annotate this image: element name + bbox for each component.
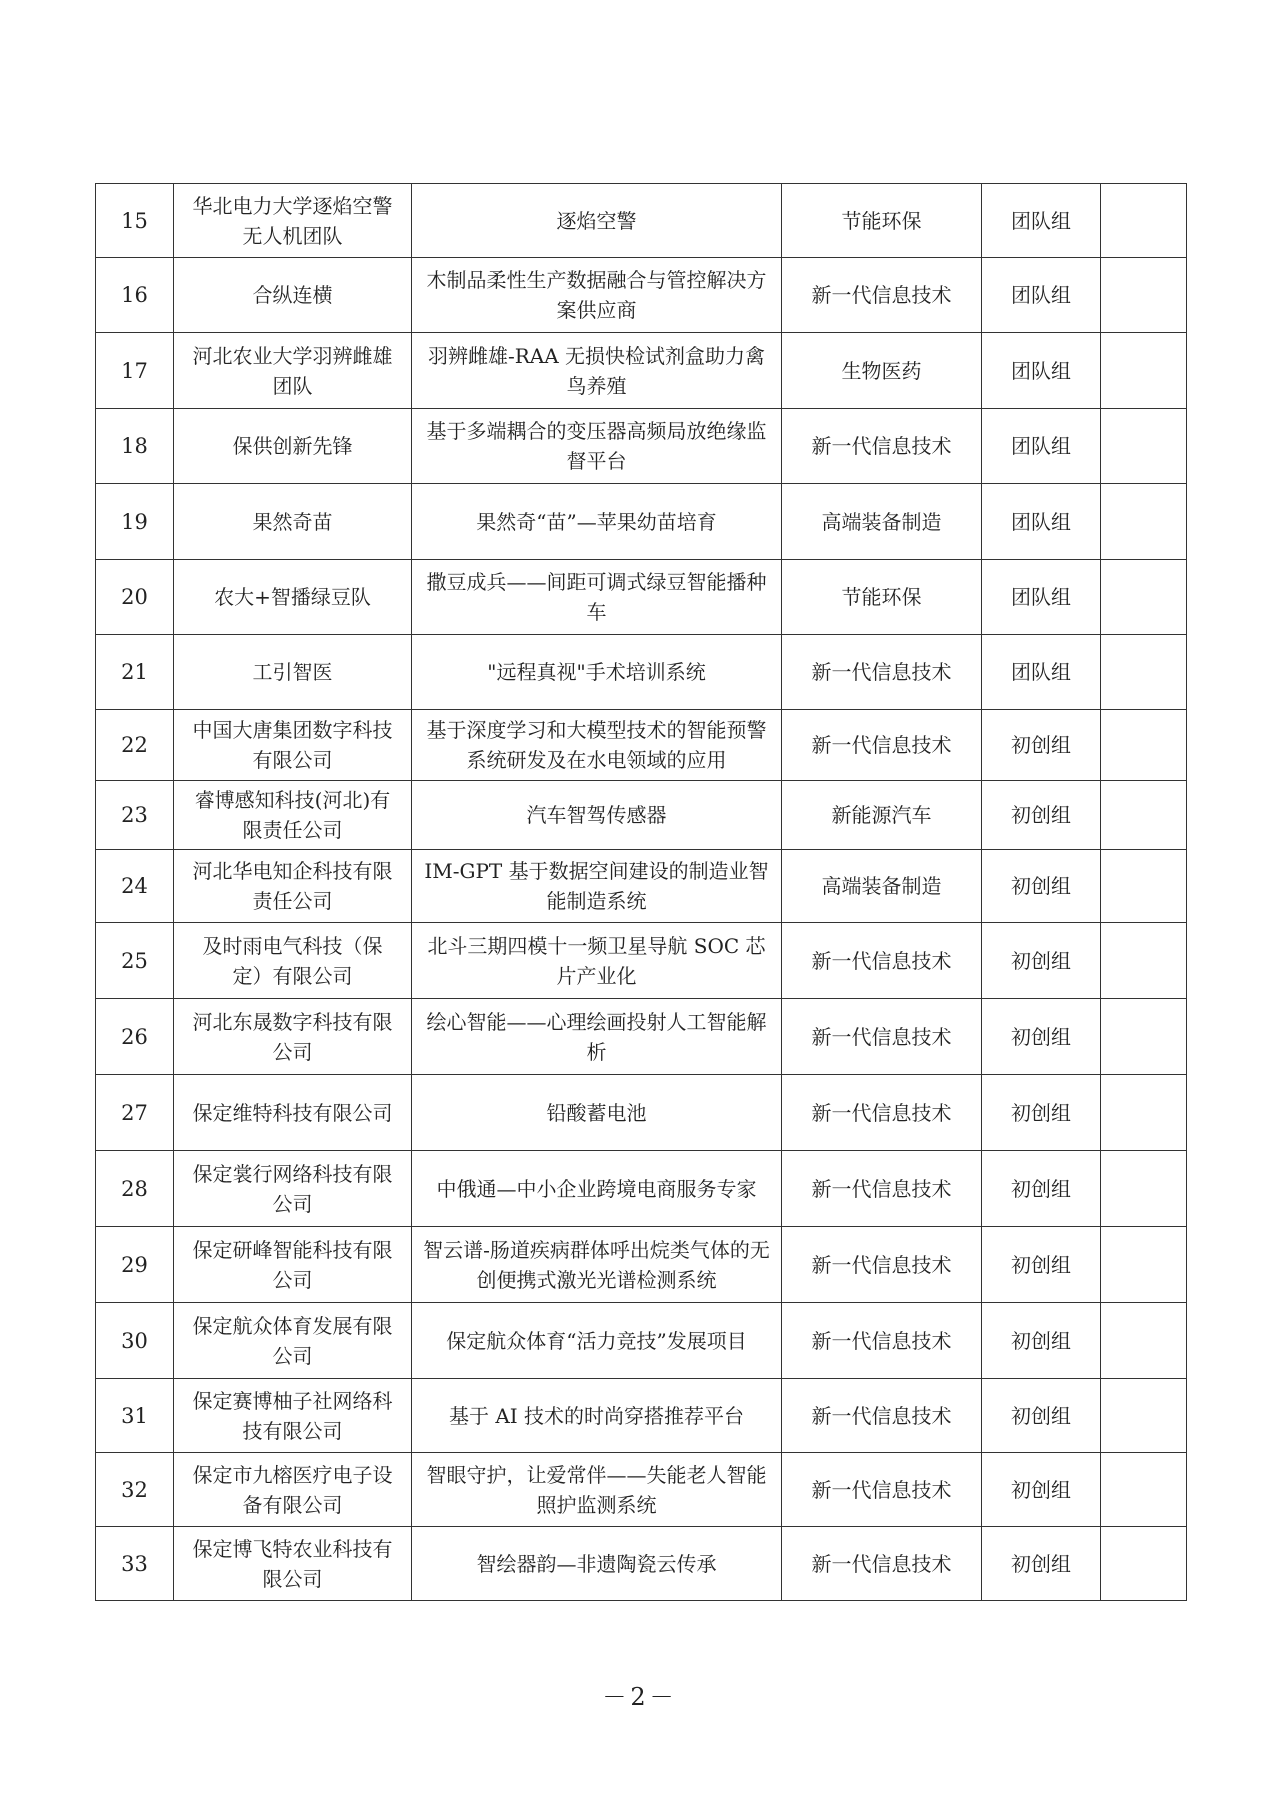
table-row (96, 1227, 1187, 1303)
team-name-cell: 保定赛博柚子社网络科技有限公司 (174, 1379, 412, 1453)
group-type-cell: 初创组 (982, 1075, 1101, 1151)
table-row (96, 850, 1187, 923)
row-number-cell: 23 (96, 781, 174, 850)
table-row (96, 635, 1187, 710)
industry-field-cell: 新一代信息技术 (782, 710, 982, 781)
table-body (96, 184, 1187, 1601)
industry-field-cell: 新一代信息技术 (782, 1227, 982, 1303)
project-name-cell: 铅酸蓄电池 (412, 1075, 782, 1151)
team-name-cell: 睿博感知科技(河北)有限责任公司 (174, 781, 412, 850)
table-row (96, 781, 1187, 850)
table-row (96, 484, 1187, 560)
project-name-cell: 智云谱-肠道疾病群体呼出烷类气体的无创便携式激光光谱检测系统 (412, 1227, 782, 1303)
group-type-cell: 初创组 (982, 710, 1101, 781)
table-row (96, 409, 1187, 484)
team-name-cell: 中国大唐集团数字科技有限公司 (174, 710, 412, 781)
industry-field-cell: 高端装备制造 (782, 484, 982, 560)
row-number-cell: 24 (96, 850, 174, 923)
group-type-cell: 初创组 (982, 1453, 1101, 1527)
group-type-cell: 团队组 (982, 560, 1101, 635)
row-number-cell: 20 (96, 560, 174, 635)
project-name-cell: 绘心智能——心理绘画投射人工智能解析 (412, 999, 782, 1075)
table-row (96, 184, 1187, 258)
group-type-cell: 初创组 (982, 1379, 1101, 1453)
group-type-cell: 初创组 (982, 1151, 1101, 1227)
group-type-cell: 初创组 (982, 850, 1101, 923)
industry-field-cell: 新一代信息技术 (782, 258, 982, 333)
table-row (96, 560, 1187, 635)
project-name-cell: 撒豆成兵——间距可调式绿豆智能播种车 (412, 560, 782, 635)
team-name-cell: 河北东晟数字科技有限公司 (174, 999, 412, 1075)
team-name-cell: 合纵连横 (174, 258, 412, 333)
project-name-cell: 基于深度学习和大模型技术的智能预警系统研发及在水电领域的应用 (412, 710, 782, 781)
remarks-cell (1101, 635, 1187, 710)
remarks-cell (1101, 484, 1187, 560)
remarks-cell (1101, 710, 1187, 781)
remarks-cell (1101, 333, 1187, 409)
team-name-cell: 保定研峰智能科技有限公司 (174, 1227, 412, 1303)
project-name-cell: 汽车智驾传感器 (412, 781, 782, 850)
table-row (96, 333, 1187, 409)
industry-field-cell: 新一代信息技术 (782, 409, 982, 484)
group-type-cell: 团队组 (982, 409, 1101, 484)
project-name-cell: "远程真视"手术培训系统 (412, 635, 782, 710)
remarks-cell (1101, 850, 1187, 923)
industry-field-cell: 新一代信息技术 (782, 923, 982, 999)
row-number-cell: 26 (96, 999, 174, 1075)
remarks-cell (1101, 1527, 1187, 1601)
remarks-cell (1101, 1379, 1187, 1453)
industry-field-cell: 新一代信息技术 (782, 635, 982, 710)
team-name-cell: 河北华电知企科技有限责任公司 (174, 850, 412, 923)
project-name-cell: 智绘器韵—非遗陶瓷云传承 (412, 1527, 782, 1601)
team-name-cell: 保定市九榕医疗电子设备有限公司 (174, 1453, 412, 1527)
group-type-cell: 初创组 (982, 1527, 1101, 1601)
remarks-cell (1101, 560, 1187, 635)
row-number-cell: 21 (96, 635, 174, 710)
industry-field-cell: 高端装备制造 (782, 850, 982, 923)
industry-field-cell: 新一代信息技术 (782, 1379, 982, 1453)
row-number-cell: 15 (96, 184, 174, 258)
row-number-cell: 31 (96, 1379, 174, 1453)
team-name-cell: 保定维特科技有限公司 (174, 1075, 412, 1151)
industry-field-cell: 生物医药 (782, 333, 982, 409)
remarks-cell (1101, 409, 1187, 484)
remarks-cell (1101, 184, 1187, 258)
table-row (96, 1527, 1187, 1601)
group-type-cell: 团队组 (982, 184, 1101, 258)
row-number-cell: 22 (96, 710, 174, 781)
industry-field-cell: 新一代信息技术 (782, 1303, 982, 1379)
remarks-cell (1101, 1227, 1187, 1303)
project-name-cell: 木制品柔性生产数据融合与管控解决方案供应商 (412, 258, 782, 333)
row-number-cell: 25 (96, 923, 174, 999)
industry-field-cell: 新能源汽车 (782, 781, 982, 850)
project-name-cell: IM-GPT 基于数据空间建设的制造业智能制造系统 (412, 850, 782, 923)
project-name-cell: 北斗三期四模十一频卫星导航 SOC 芯片产业化 (412, 923, 782, 999)
industry-field-cell: 节能环保 (782, 184, 982, 258)
group-type-cell: 初创组 (982, 1227, 1101, 1303)
industry-field-cell: 新一代信息技术 (782, 1075, 982, 1151)
row-number-cell: 19 (96, 484, 174, 560)
group-type-cell: 初创组 (982, 1303, 1101, 1379)
row-number-cell: 32 (96, 1453, 174, 1527)
team-name-cell: 及时雨电气科技（保定）有限公司 (174, 923, 412, 999)
industry-field-cell: 新一代信息技术 (782, 999, 982, 1075)
row-number-cell: 16 (96, 258, 174, 333)
team-name-cell: 工引智医 (174, 635, 412, 710)
team-name-cell: 华北电力大学逐焰空警无人机团队 (174, 184, 412, 258)
team-name-cell: 保定博飞特农业科技有限公司 (174, 1527, 412, 1601)
row-number-cell: 29 (96, 1227, 174, 1303)
group-type-cell: 团队组 (982, 333, 1101, 409)
group-type-cell: 团队组 (982, 635, 1101, 710)
group-type-cell: 团队组 (982, 484, 1101, 560)
row-number-cell: 17 (96, 333, 174, 409)
project-name-cell: 逐焰空警 (412, 184, 782, 258)
table-row (96, 1151, 1187, 1227)
project-name-cell: 智眼守护，让爱常伴——失能老人智能照护监测系统 (412, 1453, 782, 1527)
remarks-cell (1101, 999, 1187, 1075)
team-name-cell: 保供创新先锋 (174, 409, 412, 484)
group-type-cell: 初创组 (982, 999, 1101, 1075)
project-name-cell: 基于 AI 技术的时尚穿搭推荐平台 (412, 1379, 782, 1453)
remarks-cell (1101, 1453, 1187, 1527)
table-row (96, 1379, 1187, 1453)
remarks-cell (1101, 1075, 1187, 1151)
table-row (96, 258, 1187, 333)
project-name-cell: 中俄通—中小企业跨境电商服务专家 (412, 1151, 782, 1227)
table-row (96, 1453, 1187, 1527)
team-name-cell: 保定航众体育发展有限公司 (174, 1303, 412, 1379)
team-name-cell: 果然奇苗 (174, 484, 412, 560)
team-name-cell: 河北农业大学羽辨雌雄团队 (174, 333, 412, 409)
row-number-cell: 27 (96, 1075, 174, 1151)
group-type-cell: 初创组 (982, 923, 1101, 999)
table-row (96, 710, 1187, 781)
group-type-cell: 团队组 (982, 258, 1101, 333)
industry-field-cell: 新一代信息技术 (782, 1151, 982, 1227)
remarks-cell (1101, 781, 1187, 850)
row-number-cell: 28 (96, 1151, 174, 1227)
row-number-cell: 18 (96, 409, 174, 484)
table-row (96, 1303, 1187, 1379)
row-number-cell: 30 (96, 1303, 174, 1379)
project-name-cell: 保定航众体育“活力竞技”发展项目 (412, 1303, 782, 1379)
team-name-cell: 农大+智播绿豆队 (174, 560, 412, 635)
table-row (96, 923, 1187, 999)
row-number-cell: 33 (96, 1527, 174, 1601)
table-row (96, 1075, 1187, 1151)
team-name-cell: 保定裳行网络科技有限公司 (174, 1151, 412, 1227)
project-name-cell: 果然奇“苗”—苹果幼苗培育 (412, 484, 782, 560)
remarks-cell (1101, 258, 1187, 333)
remarks-cell (1101, 1303, 1187, 1379)
remarks-cell (1101, 1151, 1187, 1227)
group-type-cell: 初创组 (982, 781, 1101, 850)
table-row (96, 999, 1187, 1075)
project-name-cell: 羽辨雌雄-RAA 无损快检试剂盒助力禽鸟养殖 (412, 333, 782, 409)
project-name-cell: 基于多端耦合的变压器高频局放绝缘监督平台 (412, 409, 782, 484)
remarks-cell (1101, 923, 1187, 999)
industry-field-cell: 新一代信息技术 (782, 1527, 982, 1601)
project-list-table (95, 183, 1187, 1601)
industry-field-cell: 节能环保 (782, 560, 982, 635)
page-number: －2－ (602, 1683, 678, 1711)
industry-field-cell: 新一代信息技术 (782, 1453, 982, 1527)
